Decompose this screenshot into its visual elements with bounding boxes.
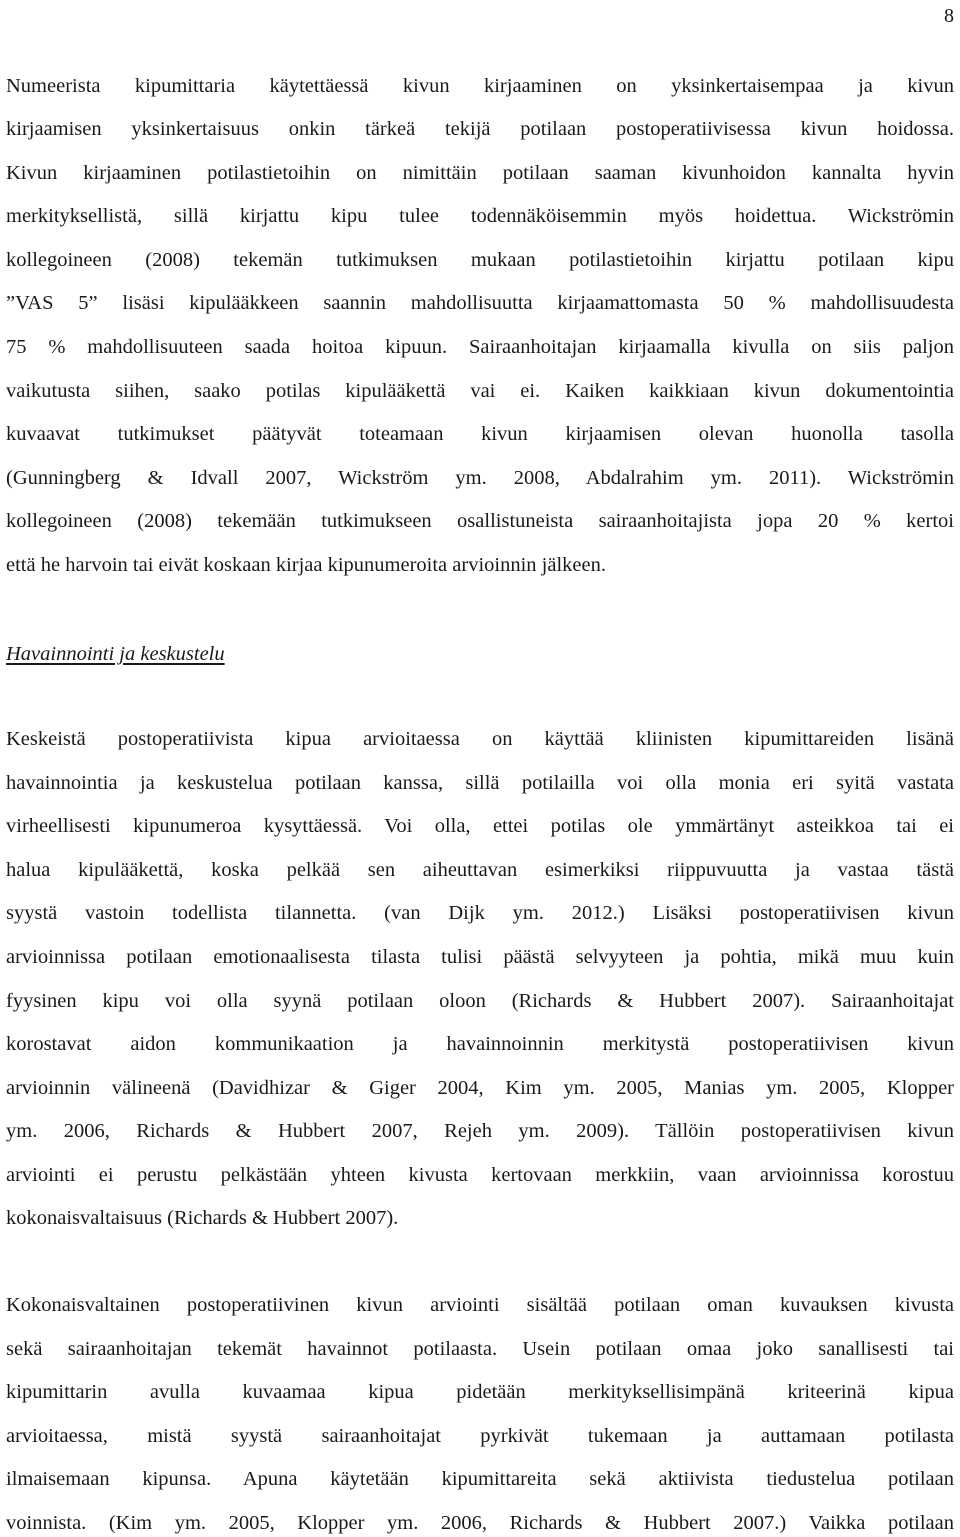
text-line: arvioitaessa, mistä syystä sairaanhoitajat pyrkivät tukemaan ja auttamaan potilasta bbox=[6, 1425, 954, 1447]
text-line: että he harvoin tai eivät koskaan kirjaa kipunumeroita arvioinnin jälkeen. bbox=[6, 554, 606, 576]
text-line: vaikutusta siihen, saako potilas kipulääkettä vai ei. Kaiken kaikkiaan kivun dokumentointia bbox=[6, 380, 954, 402]
text-line: arvioinnissa potilaan emotionaalisesta tilasta tulisi päästä selvyyteen ja pohtia, mikä muu kuin bbox=[6, 946, 954, 968]
text-line: kirjaamisen yksinkertaisuus onkin tärkeä tekijä potilaan postoperatiivisessa kivun hoidossa. bbox=[6, 118, 954, 140]
text-line: ”VAS 5” lisäsi kipulääkkeen saannin mahdollisuutta kirjaamattomasta 50 % mahdollisuudesta bbox=[6, 292, 954, 314]
text-line: Keskeistä postoperatiivista kipua arvioitaessa on käyttää kliinisten kipumittareiden lisänä bbox=[6, 728, 954, 750]
text-line: Kivun kirjaaminen potilastietoihin on nimittäin potilaan saaman kivunhoidon kannalta hyvin bbox=[6, 162, 954, 184]
text-line: ym. 2006, Richards & Hubbert 2007, Rejeh ym. 2009). Tällöin postoperatiivisen kivun bbox=[6, 1120, 954, 1142]
text-line: kipumittarin avulla kuvaamaa kipua pidetään merkityksellisimpänä kriteerinä kipua bbox=[6, 1381, 954, 1403]
text-line: fyysinen kipu voi olla syynä potilaan oloon (Richards & Hubbert 2007). Sairaanhoitajat bbox=[6, 990, 954, 1012]
text-line: Numeerista kipumittaria käytettäessä kivun kirjaaminen on yksinkertaisempaa ja kivun bbox=[6, 75, 954, 97]
text-line: syystä vastoin todellista tilannetta. (van Dijk ym. 2012.) Lisäksi postoperatiivisen kivun bbox=[6, 902, 954, 924]
text-line: arviointi ei perustu pelkästään yhteen kivusta kertovaan merkkiin, vaan arvioinnissa korostuu bbox=[6, 1164, 954, 1186]
text-line: kokonaisvaltaisuus (Richards & Hubbert 2007). bbox=[6, 1207, 399, 1229]
text-line: korostavat aidon kommunikaation ja havainnoinnin merkitystä postoperatiivisen kivun bbox=[6, 1033, 954, 1055]
text-line: halua kipulääkettä, koska pelkää sen aiheuttavan esimerkiksi riippuvuutta ja vastaa tästä bbox=[6, 859, 954, 881]
text-line: havainnointia ja keskustelua potilaan kanssa, sillä potilailla voi olla monia eri syitä vastata bbox=[6, 772, 954, 794]
text-line: arvioinnin välineenä (Davidhizar & Giger 2004, Kim ym. 2005, Manias ym. 2005, Klopper bbox=[6, 1077, 954, 1099]
section-heading: Havainnointi ja keskustelu bbox=[6, 643, 225, 665]
text-line: ilmaisemaan kipunsa. Apuna käytetään kipumittareita sekä aktiivista tiedustelua potilaan bbox=[6, 1468, 954, 1490]
text-line: sekä sairaanhoitajan tekemät havainnot potilaasta. Usein potilaan omaa joko sanallisesti tai bbox=[6, 1338, 954, 1360]
text-line: voinnista. (Kim ym. 2005, Klopper ym. 2006, Richards & Hubbert 2007.) Vaikka potilaan bbox=[6, 1512, 954, 1534]
text-line: (Gunningberg & Idvall 2007, Wickström ym. 2008, Abdalrahim ym. 2011). Wickströmin bbox=[6, 467, 954, 489]
text-line: 75 % mahdollisuuteen saada hoitoa kipuun. Sairaanhoitajan kirjaamalla kivulla on siis paljon bbox=[6, 336, 954, 358]
text-line: merkityksellistä, sillä kirjattu kipu tulee todennäköisemmin myös hoidettua. Wickströmin bbox=[6, 205, 954, 227]
text-line: kuvaavat tutkimukset päätyvät toteamaan kivun kirjaamisen olevan huonolla tasolla bbox=[6, 423, 954, 445]
text-line: kollegoineen (2008) tekemän tutkimuksen mukaan potilastietoihin kirjattu potilaan kipu bbox=[6, 249, 954, 271]
text-line: kollegoineen (2008) tekemään tutkimukseen osallistuneista sairaanhoitajista jopa 20 % kertoi bbox=[6, 510, 954, 532]
text-line: virheellisesti kipunumeroa kysyttäessä. Voi olla, ettei potilas ole ymmärtänyt asteikkoa tai ei bbox=[6, 815, 954, 837]
text-line: Kokonaisvaltainen postoperatiivinen kivun arviointi sisältää potilaan oman kuvauksen kivusta bbox=[6, 1294, 954, 1316]
page-number: 8 bbox=[944, 5, 954, 27]
